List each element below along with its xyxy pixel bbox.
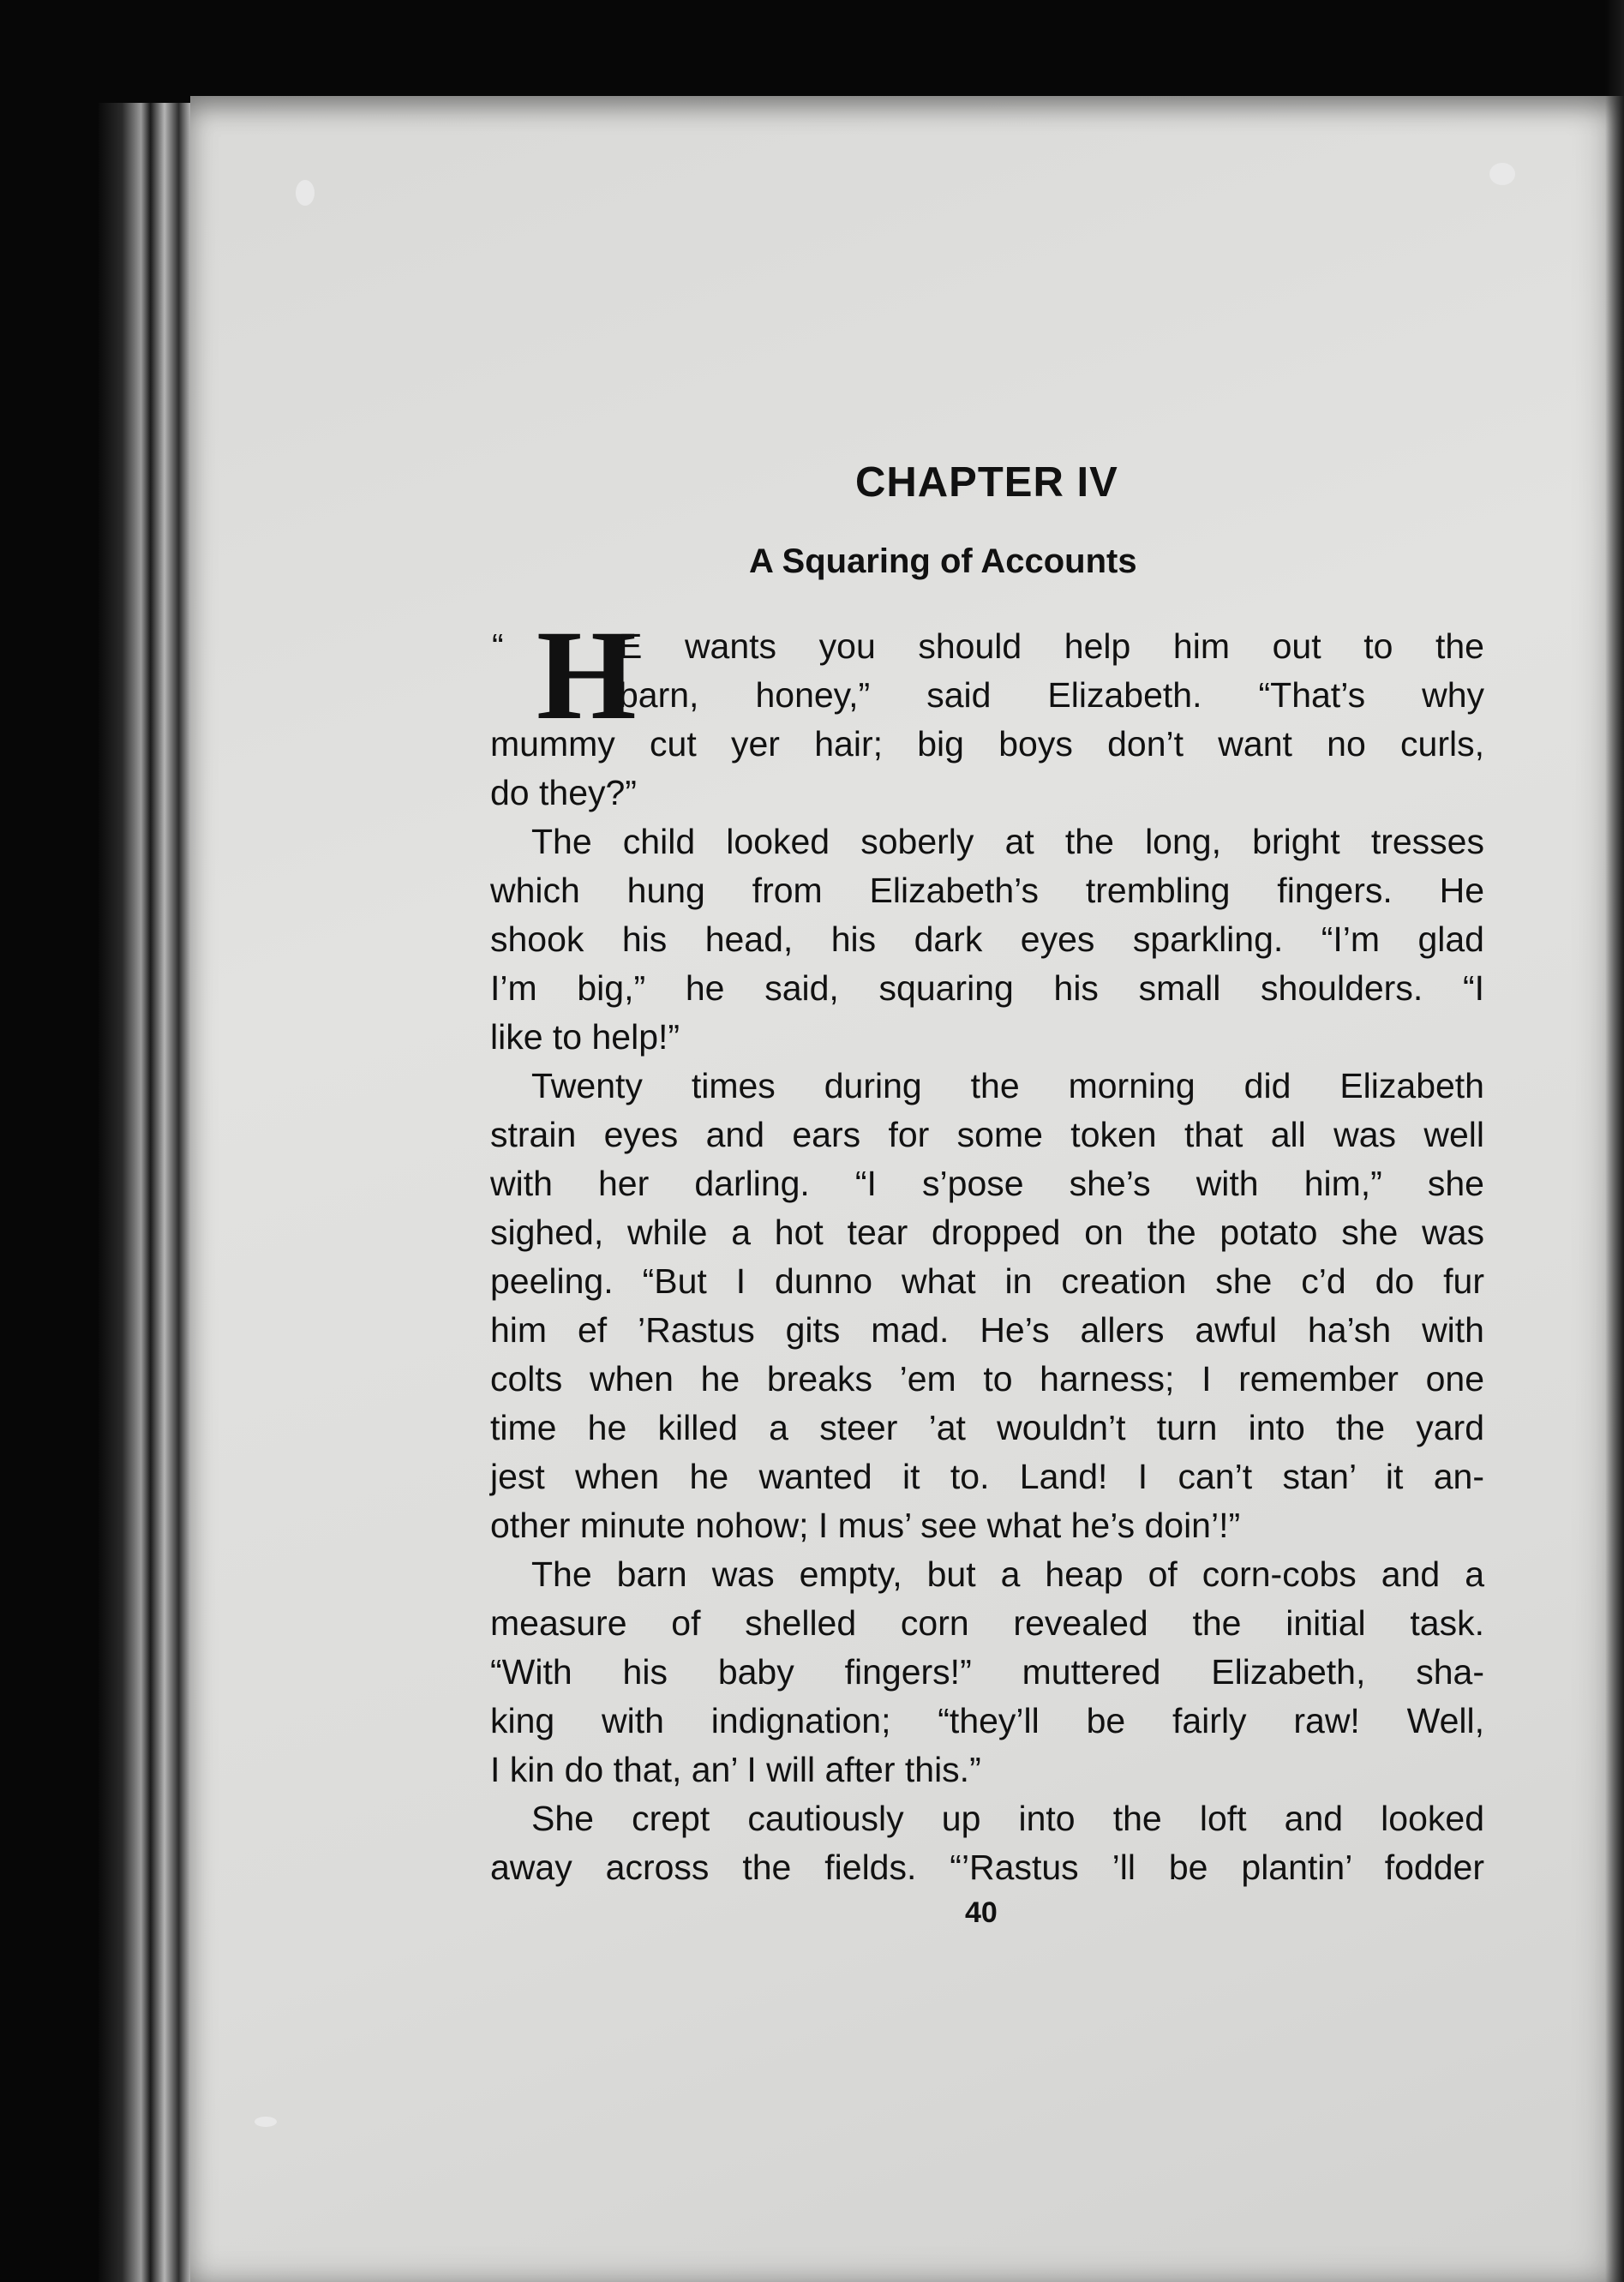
text-line: shook his head, his dark eyes sparkling. “I’m glad [490, 919, 1484, 959]
text-line: I kin do that, an’ I will after this.” [490, 1750, 981, 1789]
text-line: king with indignation; “they’ll be fairly raw! Well, [490, 1701, 1484, 1740]
text-line: She crept cautiously up into the loft and looked [531, 1799, 1484, 1838]
text-line: jest when he wanted it to. Land! I can’t stan’ it an- [490, 1457, 1484, 1496]
scan-speck [1489, 163, 1515, 185]
text-line: time he killed a steer ’at wouldn’t turn into the yard [490, 1408, 1484, 1447]
book-spine-edge [99, 103, 193, 2282]
opening-quote-mark: “ [492, 626, 504, 666]
text-line: away across the fields. “’Rastus ’ll be plantin’ fodder [490, 1848, 1484, 1887]
chapter-subtitle: A Squaring of Accounts [749, 542, 1137, 580]
text-line: him ef ’Rastus gits mad. He’s allers awful ha’sh with [490, 1310, 1484, 1350]
scan-speck [296, 180, 315, 206]
text-line: do they?” [490, 773, 637, 812]
text-line: “With his baby fingers!” muttered Elizabeth, sha- [490, 1652, 1484, 1692]
text-line: other minute nohow; I mus’ see what he’s doin’!” [490, 1506, 1241, 1545]
chapter-body-text [490, 622, 1484, 1892]
text-line: sighed, while a hot tear dropped on the potato she was [490, 1213, 1484, 1252]
text-line: peeling. “But I dunno what in creation she c’d do fur [490, 1261, 1484, 1301]
text-line: mummy cut yer hair; big boys don’t want no curls, [490, 724, 1484, 764]
text-line: like to help!” [490, 1017, 680, 1057]
chapter-heading: CHAPTER IV [855, 459, 1118, 506]
text-line: strain eyes and ears for some token that all was well [490, 1115, 1484, 1154]
text-line: E wants you should help him out to the [619, 626, 1484, 666]
text-line: I’m big,” he said, squaring his small shoulders. “I [490, 968, 1484, 1008]
page-number: 40 [965, 1896, 998, 1929]
text-line: measure of shelled corn revealed the initial task. [490, 1603, 1484, 1643]
text-line: The barn was empty, but a heap of corn-cobs and a [531, 1554, 1484, 1594]
text-line: colts when he breaks ’em to harness; I remember one [490, 1359, 1484, 1399]
page-right-shadow [1605, 0, 1624, 2282]
scan-speck [255, 2117, 277, 2127]
text-line: Twenty times during the morning did Elizabeth [531, 1066, 1484, 1105]
text-line: barn, honey,” said Elizabeth. “That’s why [619, 675, 1484, 715]
text-line: which hung from Elizabeth’s trembling fingers. He [490, 871, 1484, 910]
drop-cap-letter: H [536, 604, 637, 746]
text-line: with her darling. “I s’pose she’s with him,” she [490, 1164, 1484, 1203]
text-line: The child looked soberly at the long, bright tresses [531, 822, 1484, 861]
